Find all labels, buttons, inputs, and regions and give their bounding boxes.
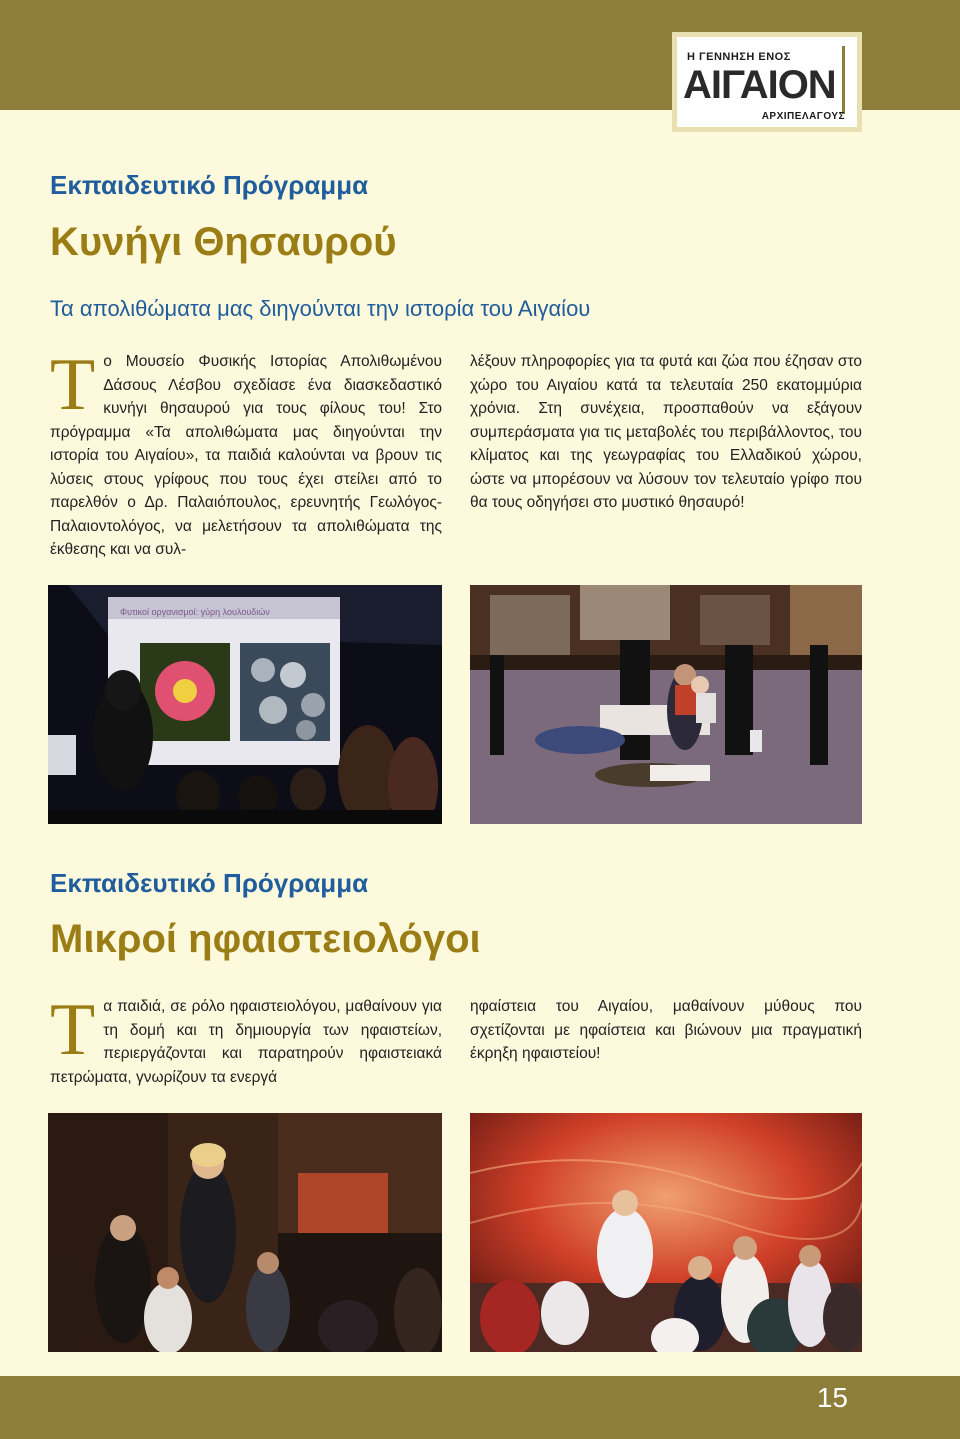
photo-volcano-room: [470, 1113, 862, 1352]
footer-band: [0, 1376, 960, 1439]
section2-column-right: ηφαίστεια του Αιγαίου, μαθαίνουν μύθους που σχετίζονται με ηφαίστεια και βιώνουν μια πραγματική έκρηξη ηφαιστείου!: [470, 998, 862, 1062]
logo-divider: [842, 46, 845, 114]
photo-projection-screen: [48, 585, 442, 824]
section1-column-left: [50, 344, 442, 562]
section2-title: Μικροί ηφαιστειολόγοι: [50, 917, 481, 961]
section1-text-left: ο Μουσείο Φυσικής Ιστορίας Απολιθωμένου Δάσους Λέσβου σχεδίασε ένα διασκεδαστικό κυνήγι θησαυρού για τους φίλους του! Στο πρόγραμμα «Τα απολιθώματα μας διηγούνται την ιστορία του Αιγαίου», τα παιδιά καλούνται να βρουν τις λύσεις στους γρίφους που τους έχει στείλει από το παρελθόν ο Δρ. Παλαιόπουλος, ερευνητής Γεωλόγος-Παλαιοντολόγος, να μελετήσουν τα απολιθώματα της έκθεσης και να συλ-: [50, 353, 442, 558]
section1-kicker: Εκπαιδευτικό Πρόγραμμα: [50, 170, 369, 200]
section1-dropcap: Τ: [50, 344, 96, 426]
section1-title: Κυνήγι Θησαυρού: [50, 220, 397, 264]
section2-column-left: [50, 989, 442, 1089]
logo-main-text: ΑΙΓΑΙΟΝ: [683, 63, 836, 107]
page-number: 15: [816, 1382, 848, 1413]
logo-sub-text: ΑΡΧΙΠΕΛΑΓΟΥΣ: [761, 111, 845, 122]
section2-kicker: Εκπαιδευτικό Πρόγραμμα: [50, 868, 369, 898]
section2-text-left: α παιδιά, σε ρόλο ηφαιστειολόγου, μαθαίνουν για τη δομή και τη δημιουργία των ηφαιστείων, περιεργάζονται και παρατηρούν ηφαιστειακά πετρώματα, γνωρίζουν τα ενεργά: [50, 998, 442, 1086]
logo: [672, 32, 862, 132]
logo-top-text: Η ΓΕΝΝΗΣΗ ΕΝΟΣ: [687, 51, 791, 63]
photo-teacher-children: [48, 1113, 442, 1352]
screen-caption: Φυτικοί οργανισμοί: γύρη λουλουδιών: [120, 607, 270, 617]
section1-subtitle: Τα απολιθώματα μας διηγούνται την ιστορία του Αιγαίου: [50, 296, 591, 321]
section2-dropcap: Τ: [50, 989, 96, 1071]
photo-children-exhibit: [470, 585, 862, 824]
section1-column-right: λέξουν πληροφορίες για τα φυτά και ζώα που έζησαν στο χώρο του Αιγαίου κατά τα τελευταία 250 εκατομμύρια χρόνια. Στη συνέχεια, προσπαθούν να εξάγουν συμπεράσματα για τις μεταβολές του περιβάλλοντος, του κλίματος και της γεωγραφίας του Ελλαδικού χώρου, ώστε να μπορέσουν να λύσουν τον τελευταίο γρίφο που θα τους οδηγήσει στο μυστικό θησαυρό!: [470, 353, 862, 511]
